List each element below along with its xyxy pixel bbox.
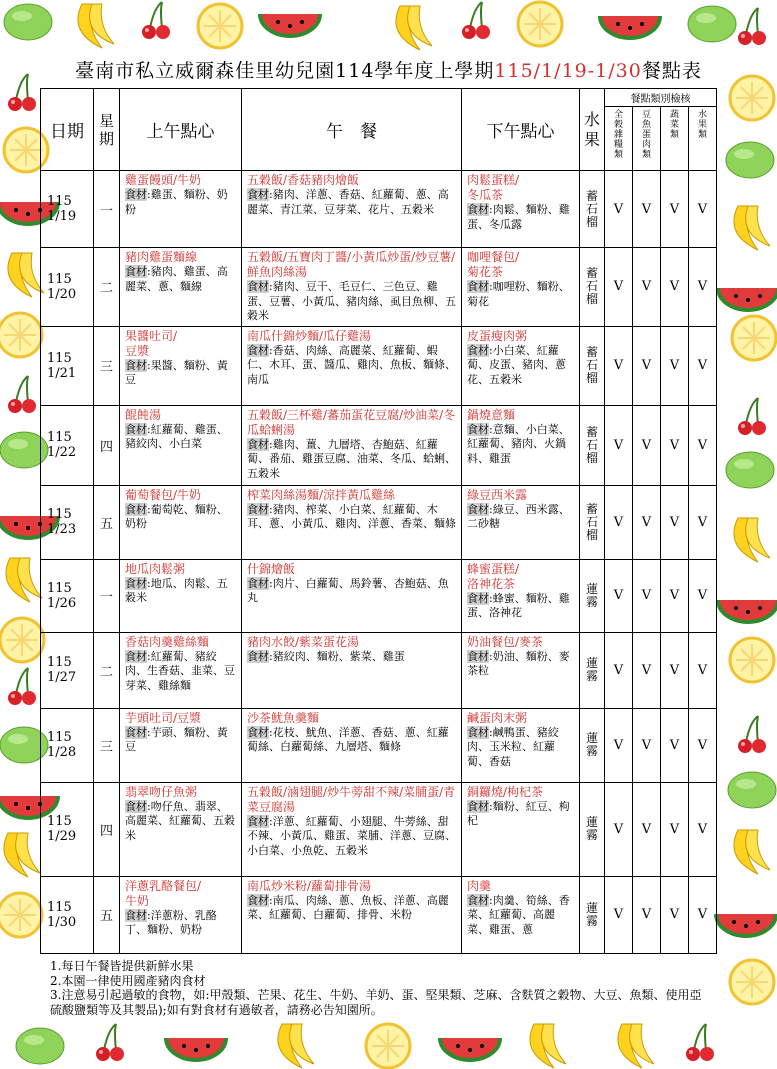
afternoon-snack-ingredients: 食材:麵粉、紅豆、枸杞: [467, 799, 570, 827]
ingredient-label: 食材: [247, 280, 269, 293]
lunch-dish: 什錦燴飯: [247, 561, 296, 576]
check-protein: V: [633, 559, 661, 632]
lunch-cell: [242, 171, 462, 248]
morning-snack-cell: [120, 782, 242, 876]
page-title: [0, 56, 777, 83]
check-vegetables: V: [661, 326, 689, 405]
table-row: [41, 326, 717, 405]
date-cell: 115 1/20: [41, 248, 94, 327]
fruit-cell: 蓮霧: [580, 632, 605, 708]
fruit-cell: 蓮霧: [580, 876, 605, 953]
header-checklist: 餐點類別檢核: [605, 89, 717, 107]
check-protein: V: [633, 708, 661, 782]
day-of-week-cell: 二: [94, 248, 120, 327]
date-cell: 115 1/23: [41, 485, 94, 559]
ingredient-label: 食材: [247, 725, 269, 739]
day-of-week-cell: 四: [94, 782, 120, 876]
note-item: 3.注意易引起過敏的食物，如:甲殼類、芒果、花生、牛奶、羊奶、蛋、堅果類、芝麻、含麩質之穀物、大豆、魚類、使用亞硫酸鹽類等及其製品);如有對食材有過敏者，請務必告知園所。: [50, 988, 702, 1017]
check-vegetables: V: [661, 708, 689, 782]
afternoon-snack-ingredients: 食材:蜂蜜、麵粉、雞蛋、洛神花: [467, 591, 570, 619]
fruit-cell: 蓄石榴: [580, 485, 605, 559]
ingredient-label: 食材: [467, 893, 489, 907]
lunch-cell: [242, 782, 462, 876]
ingredient-label: 食材: [467, 502, 489, 516]
table-row: [41, 171, 717, 248]
ingredient-label: 食材: [125, 649, 147, 663]
afternoon-snack-dish: 肉鬆蛋糕/ 冬瓜茶: [467, 173, 520, 202]
morning-snack-dish: 洋蔥乳酪餐包/ 牛奶: [125, 878, 202, 908]
morning-snack-ingredients: 食材:紅蘿蔔、豬絞肉、生香菇、韭菜、豆芽菜、雞絲麵: [125, 649, 235, 692]
ingredient-label: 食材: [125, 422, 147, 436]
check-protein: V: [633, 171, 661, 248]
day-of-week-cell: 五: [94, 485, 120, 559]
morning-snack-cell: [120, 708, 242, 782]
check-grains: V: [605, 248, 633, 327]
afternoon-snack-cell: [462, 632, 580, 708]
check-protein: V: [633, 876, 661, 953]
ingredient-label: 食材: [467, 649, 489, 663]
afternoon-snack-dish: 綠豆西米露: [467, 487, 528, 502]
afternoon-snack-dish: 皮蛋瘦肉粥: [467, 328, 528, 343]
morning-snack-dish: 地瓜肉鬆粥: [125, 561, 186, 576]
date-cell: 115 1/27: [41, 632, 94, 708]
morning-snack-ingredients: 食材:豬肉、雞蛋、高麗菜、蔥、麵線: [125, 265, 228, 293]
ingredient-label: 食材: [247, 576, 269, 590]
morning-snack-dish: 果醬吐司/ 豆漿: [125, 328, 178, 358]
school-name: 臺南市私立威爾森佳里幼兒園: [75, 60, 336, 82]
ingredient-label: 食材: [125, 908, 147, 922]
ingredient-label: 食材: [247, 893, 269, 907]
table-row: [41, 876, 717, 953]
lunch-dish: 五穀飯/五寶肉丁醬/小黃瓜炒蛋/炒豆薯/鮮魚肉絲湯: [247, 250, 456, 279]
afternoon-snack-ingredients: 食材:鹹鴨蛋、豬絞肉、玉米粒、紅蘿蔔、香菇: [467, 725, 559, 768]
ingredient-label: 食材: [247, 188, 269, 201]
morning-snack-cell: [120, 632, 242, 708]
ingredient-label: 食材: [125, 799, 147, 813]
header-category-protein: 豆魚蛋肉類: [633, 107, 661, 171]
table-row: [41, 632, 717, 708]
header-date: 日期: [41, 89, 94, 171]
ingredient-label: 食材: [125, 576, 147, 590]
day-of-week-cell: 三: [94, 326, 120, 405]
ingredient-label: 食材: [467, 422, 489, 436]
meal-table: [40, 88, 717, 954]
morning-snack-cell: [120, 559, 242, 632]
afternoon-snack-cell: [462, 171, 580, 248]
check-protein: V: [633, 405, 661, 485]
morning-snack-ingredients: 食材:洋蔥粉、乳酪丁、麵粉、奶粉: [125, 908, 217, 936]
check-grains: V: [605, 171, 633, 248]
title-suffix: 餐點表: [641, 60, 702, 82]
table-row: [41, 485, 717, 559]
afternoon-snack-cell: [462, 326, 580, 405]
morning-snack-ingredients: 食材:吻仔魚、翡翠、高麗菜、紅蘿蔔、五穀米: [125, 799, 235, 842]
check-grains: V: [605, 326, 633, 405]
morning-snack-ingredients: 食材:地瓜、肉鬆、五穀米: [125, 576, 228, 604]
check-vegetables: V: [661, 248, 689, 327]
check-vegetables: V: [661, 782, 689, 876]
check-grains: V: [605, 708, 633, 782]
ingredient-label: 食材: [125, 358, 147, 372]
morning-snack-ingredients: 食材:芋頭、麵粉、黃豆: [125, 725, 228, 753]
ingredient-label: 食材: [247, 814, 269, 828]
lunch-ingredients: 食材:洋蔥、紅蘿蔔、小翅腿、牛蒡絲、甜不辣、小黃瓜、雞蛋、菜脯、洋蔥、豆腐、小白菜、小魚乾、五穀米: [247, 814, 456, 857]
fruit-cell: 蓮霧: [580, 708, 605, 782]
date-cell: 115 1/22: [41, 405, 94, 485]
table-row: [41, 405, 717, 485]
lunch-dish: 豬肉水餃/紫菜蛋花湯: [247, 634, 360, 649]
ingredient-label: 食材: [125, 188, 147, 201]
check-vegetables: V: [661, 405, 689, 485]
ingredient-label: 食材: [125, 725, 147, 739]
header-morning-snack: 上午點心: [120, 89, 242, 171]
ingredient-label: 食材: [247, 502, 269, 516]
fruit-cell: 蓄石榴: [580, 326, 605, 405]
header-fruit: 水果: [580, 89, 605, 171]
lunch-cell: [242, 326, 462, 405]
afternoon-snack-ingredients: 食材:奶油、麵粉、麥茶粒: [467, 649, 570, 677]
afternoon-snack-ingredients: 食材:肉羹、筍絲、香菜、紅蘿蔔、高麗菜、雞蛋、蔥: [467, 893, 570, 936]
check-grains: V: [605, 405, 633, 485]
lunch-cell: [242, 485, 462, 559]
afternoon-snack-cell: [462, 782, 580, 876]
afternoon-snack-cell: [462, 708, 580, 782]
morning-snack-cell: [120, 876, 242, 953]
date-range: 115/1/19-1/30: [494, 60, 642, 82]
ingredient-label: 食材: [247, 437, 269, 451]
date-cell: 115 1/19: [41, 171, 94, 248]
afternoon-snack-ingredients: 食材:綠豆、西米露、二砂糖: [467, 502, 570, 530]
lunch-dish: 南瓜什錦炒麵/瓜仔雞湯: [247, 328, 372, 343]
date-cell: 115 1/28: [41, 708, 94, 782]
day-of-week-cell: 一: [94, 171, 120, 248]
morning-snack-dish: 餛飩湯: [125, 407, 162, 422]
header-category-vegetables: 蔬菜類: [661, 107, 689, 171]
day-of-week-cell: 一: [94, 559, 120, 632]
lunch-ingredients: 食材:肉片、白蘿蔔、馬鈴薯、杏鮑菇、魚丸: [247, 576, 449, 604]
morning-snack-dish: 豬肉雞蛋麵線: [125, 250, 198, 264]
lunch-dish: 榨菜肉絲湯麵/涼拌黃瓜雞絲: [247, 487, 396, 502]
lunch-ingredients: 食材:豬絞肉、麵粉、紫菜、雞蛋: [247, 649, 405, 663]
table-row: [41, 248, 717, 327]
header-lunch: 午 餐: [242, 89, 462, 171]
table-row: [41, 559, 717, 632]
morning-snack-dish: 芋頭吐司/豆漿: [125, 710, 202, 725]
ingredient-label: 食材: [467, 343, 489, 357]
check-protein: V: [633, 326, 661, 405]
lunch-dish: 五穀飯/香菇豬肉燴飯: [247, 173, 360, 187]
check-grains: V: [605, 876, 633, 953]
lunch-cell: [242, 708, 462, 782]
check-vegetables: V: [661, 559, 689, 632]
fruit-cell: 蓄石榴: [580, 248, 605, 327]
morning-snack-cell: [120, 248, 242, 327]
school-year: 114: [335, 60, 375, 82]
ingredient-label: 食材: [247, 649, 269, 663]
table-row: [41, 708, 717, 782]
lunch-ingredients: 食材:豬肉、榨菜、小白菜、紅蘿蔔、木耳、蔥、小黃瓜、雞肉、洋蔥、香菜、麵條: [247, 502, 456, 530]
ingredient-label: 食材: [467, 280, 489, 293]
note-item: 2.本園一律使用國產豬肉食材: [50, 973, 206, 988]
afternoon-snack-dish: 肉羹: [467, 878, 492, 893]
lunch-cell: [242, 248, 462, 327]
check-fruit: V: [689, 559, 717, 632]
afternoon-snack-dish: 奶油餐包/麥茶: [467, 634, 544, 649]
lunch-cell: [242, 876, 462, 953]
afternoon-snack-cell: [462, 248, 580, 327]
header-category-grains: 全穀雜糧類: [605, 107, 633, 171]
morning-snack-cell: [120, 485, 242, 559]
lunch-cell: [242, 559, 462, 632]
lunch-dish: 沙茶魷魚羹麵: [247, 710, 320, 725]
lunch-ingredients: 食材:豬肉、洋蔥、香菇、紅蘿蔔、蔥、高麗菜、青江菜、豆芽菜、花片、五穀米: [247, 188, 449, 216]
check-fruit: V: [689, 708, 717, 782]
afternoon-snack-cell: [462, 876, 580, 953]
lunch-ingredients: 食材:南瓜、肉絲、蔥、魚板、洋蔥、高麗菜、紅蘿蔔、白蘿蔔、排骨、米粉: [247, 893, 449, 921]
check-vegetables: V: [661, 632, 689, 708]
ingredient-label: 食材: [125, 265, 147, 278]
check-protein: V: [633, 782, 661, 876]
header-afternoon-snack: 下午點心: [462, 89, 580, 171]
date-cell: 115 1/21: [41, 326, 94, 405]
lunch-cell: [242, 405, 462, 485]
afternoon-snack-ingredients: 食材:意麵、小白菜、紅蘿蔔、豬肉、火鍋料、雞蛋: [467, 422, 570, 465]
lunch-dish: 南瓜炒米粉/蘿蔔排骨湯: [247, 878, 372, 893]
morning-snack-ingredients: 食材:果醬、麵粉、黃豆: [125, 358, 228, 386]
check-vegetables: V: [661, 876, 689, 953]
notes: [50, 959, 710, 1017]
check-fruit: V: [689, 405, 717, 485]
day-of-week-cell: 二: [94, 632, 120, 708]
check-protein: V: [633, 248, 661, 327]
lunch-dish: 五穀飯/三杯雞/蕃茄蛋花豆腐/炒油菜/冬瓜蛤蜊湯: [247, 407, 456, 437]
afternoon-snack-ingredients: 食材:咖哩粉、麵粉、菊花: [467, 280, 570, 308]
ingredient-label: 食材: [467, 799, 489, 813]
check-grains: V: [605, 485, 633, 559]
table-row: [41, 782, 717, 876]
morning-snack-cell: [120, 405, 242, 485]
date-cell: 115 1/26: [41, 559, 94, 632]
term-label: 學年度上學期: [374, 60, 495, 82]
morning-snack-dish: 雞蛋饅頭/牛奶: [125, 173, 202, 187]
lunch-ingredients: 食材:花枝、魷魚、洋蔥、香菇、蔥、紅蘿蔔絲、白蘿蔔絲、九層塔、麵條: [247, 725, 449, 753]
ingredient-label: 食材: [247, 343, 269, 357]
check-fruit: V: [689, 485, 717, 559]
date-cell: 115 1/29: [41, 782, 94, 876]
morning-snack-dish: 翡翠吻仔魚粥: [125, 784, 198, 799]
check-fruit: V: [689, 326, 717, 405]
morning-snack-ingredients: 食材:雞蛋、麵粉、奶粉: [125, 188, 228, 216]
lunch-cell: [242, 632, 462, 708]
lunch-ingredients: 食材:香菇、肉絲、高麗菜、紅蘿蔔、蝦仁、木耳、蛋、醬瓜、雞肉、魚板、麵條、南瓜: [247, 343, 456, 386]
ingredient-label: 食材: [467, 203, 489, 216]
morning-snack-dish: 香菇肉羹雞絲麵: [125, 634, 210, 649]
header-category-fruit: 水果類: [689, 107, 717, 171]
check-grains: V: [605, 782, 633, 876]
check-fruit: V: [689, 171, 717, 248]
afternoon-snack-dish: 鍋燒意麵: [467, 407, 516, 422]
afternoon-snack-ingredients: 食材:肉鬆、麵粉、雞蛋、冬瓜露: [467, 203, 570, 231]
note-item: 1.每日午餐皆提供新鮮水果: [50, 959, 194, 973]
check-fruit: V: [689, 248, 717, 327]
check-protein: V: [633, 485, 661, 559]
check-fruit: V: [689, 876, 717, 953]
afternoon-snack-cell: [462, 559, 580, 632]
afternoon-snack-ingredients: 食材:小白菜、紅蘿蔔、皮蛋、豬肉、蔥花、五穀米: [467, 343, 566, 386]
header-day-of-week: 星期: [94, 89, 120, 171]
morning-snack-cell: [120, 171, 242, 248]
check-fruit: V: [689, 632, 717, 708]
check-fruit: V: [689, 782, 717, 876]
morning-snack-ingredients: 食材:葡萄乾、麵粉、奶粉: [125, 502, 228, 530]
lunch-ingredients: 食材:豬肉、豆干、毛豆仁、三色豆、雞蛋、豆薯、小黃瓜、豬肉絲、虱目魚柳、五穀米: [247, 280, 456, 322]
day-of-week-cell: 四: [94, 405, 120, 485]
morning-snack-dish: 葡萄餐包/牛奶: [125, 487, 202, 502]
afternoon-snack-dish: 咖哩餐包/ 菊花茶: [467, 250, 520, 279]
afternoon-snack-dish: 蜂蜜蛋糕/ 洛神花茶: [467, 561, 520, 591]
afternoon-snack-dish: 銅鑼燒/枸杞茶: [467, 784, 544, 799]
fruit-cell: 蓄石榴: [580, 171, 605, 248]
morning-snack-cell: [120, 326, 242, 405]
check-protein: V: [633, 632, 661, 708]
morning-snack-ingredients: 食材:紅蘿蔔、雞蛋、豬絞肉、小白菜: [125, 422, 228, 450]
lunch-ingredients: 食材:雞肉、薑、九層塔、杏鮑菇、紅蘿蔔、番茄、雞蛋豆腐、油菜、冬瓜、蛤蜊、五穀米: [247, 437, 456, 480]
check-vegetables: V: [661, 171, 689, 248]
check-grains: V: [605, 632, 633, 708]
fruit-cell: 蓮霧: [580, 559, 605, 632]
afternoon-snack-dish: 鹹蛋肉末粥: [467, 710, 528, 725]
ingredient-label: 食材: [125, 502, 147, 516]
fruit-cell: 蓮霧: [580, 782, 605, 876]
afternoon-snack-cell: [462, 485, 580, 559]
date-cell: 115 1/30: [41, 876, 94, 953]
ingredient-label: 食材: [467, 725, 489, 739]
check-grains: V: [605, 559, 633, 632]
check-vegetables: V: [661, 485, 689, 559]
day-of-week-cell: 三: [94, 708, 120, 782]
afternoon-snack-cell: [462, 405, 580, 485]
lunch-dish: 五穀飯/滷翅腿/炒牛蒡甜不辣/菜脯蛋/青菜豆腐湯: [247, 784, 456, 814]
fruit-cell: 蓄石榴: [580, 405, 605, 485]
day-of-week-cell: 五: [94, 876, 120, 953]
ingredient-label: 食材: [467, 591, 489, 605]
